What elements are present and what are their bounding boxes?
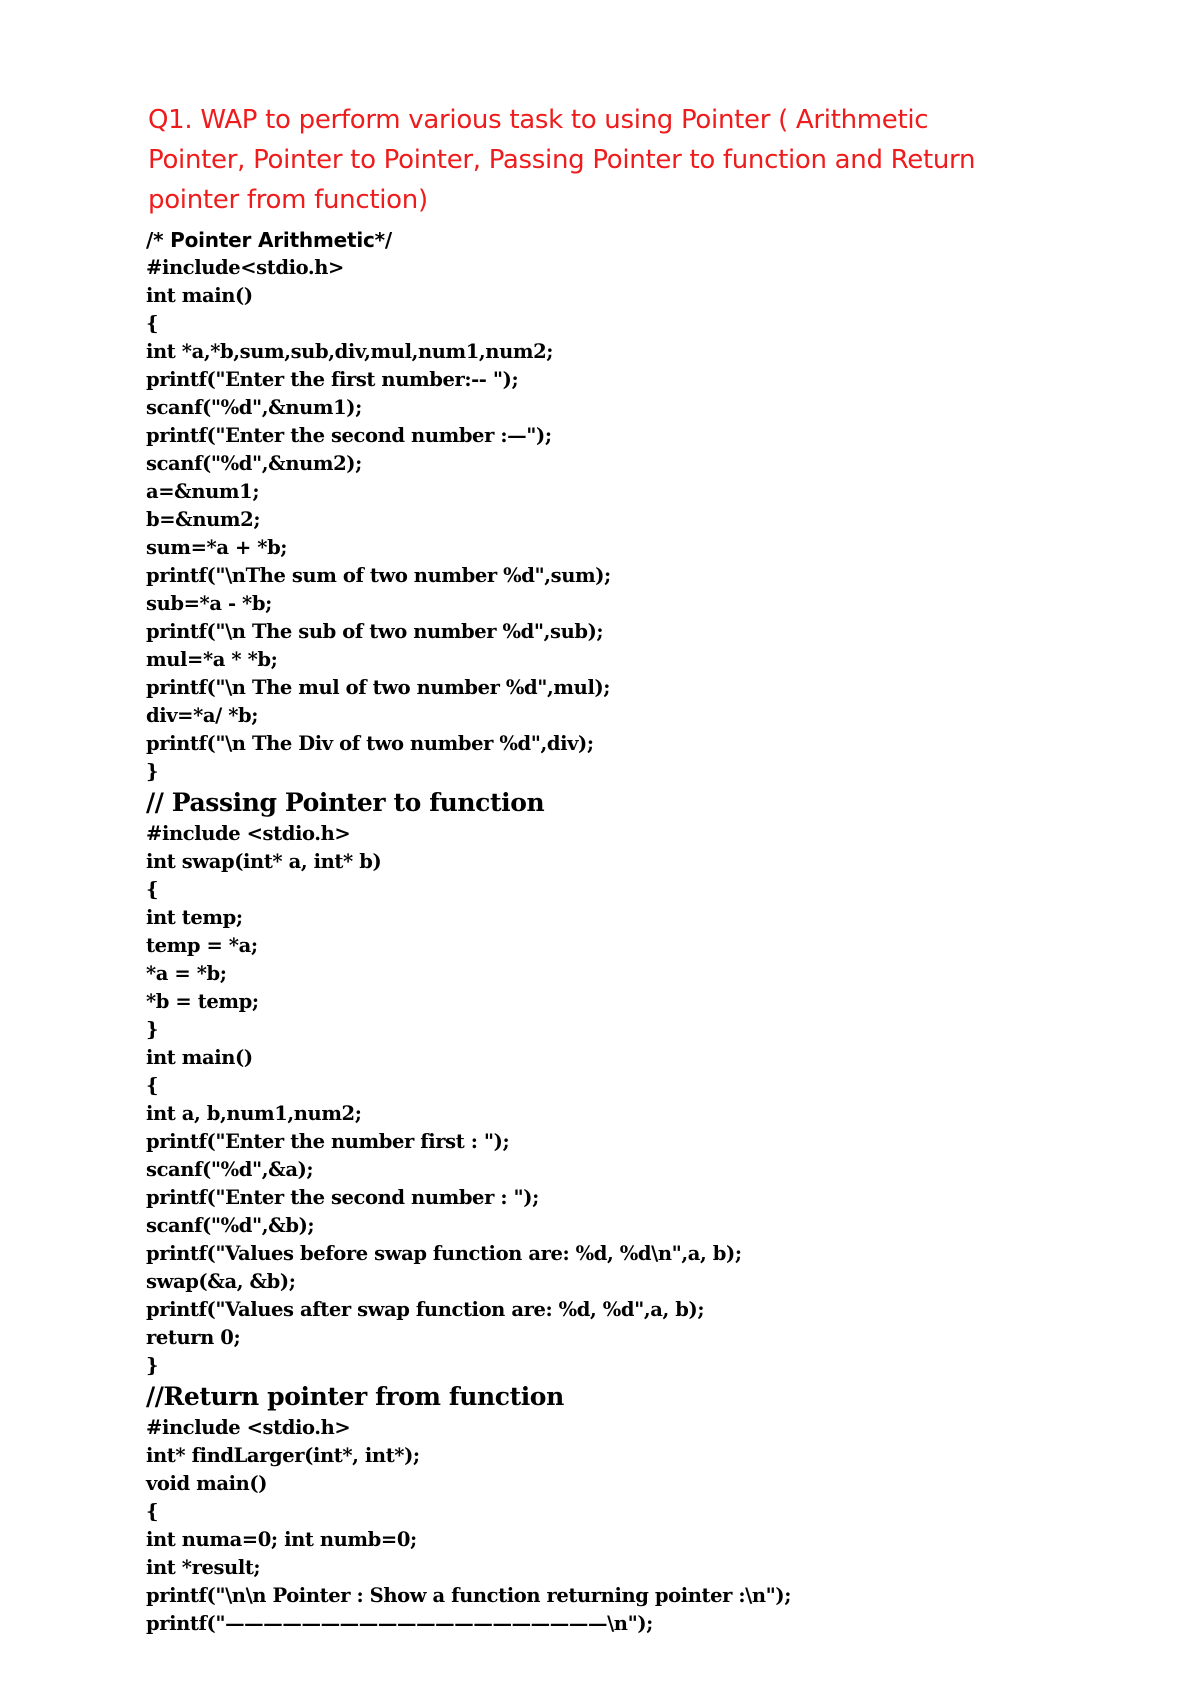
code-line: temp = *a;	[146, 934, 258, 957]
code-line: printf("————————————————————\n");	[146, 1612, 653, 1635]
code-line: int main()	[146, 284, 253, 307]
section-heading-return-pointer: //Return pointer from function	[146, 1382, 564, 1411]
code-line: sum=*a + *b;	[146, 536, 288, 559]
code-line: int swap(int* a, int* b)	[146, 850, 382, 873]
code-line: return 0;	[146, 1326, 241, 1349]
code-line: int* findLarger(int*, int*);	[146, 1444, 420, 1467]
code-line: scanf("%d",&num2);	[146, 452, 362, 475]
code-line: {	[146, 312, 159, 335]
code-line: {	[146, 1500, 159, 1523]
code-line: int *a,*b,sum,sub,div,mul,num1,num2;	[146, 340, 554, 363]
code-line: *b = temp;	[146, 990, 259, 1013]
code-line: int *result;	[146, 1556, 261, 1579]
code-line: printf("\n\n Pointer : Show a function returning pointer :\n");	[146, 1584, 792, 1607]
code-line: b=&num2;	[146, 508, 261, 531]
section-heading-passing-pointer: // Passing Pointer to function	[146, 788, 545, 817]
code-line: {	[146, 878, 159, 901]
code-line: {	[146, 1074, 159, 1097]
code-line: printf("Enter the first number:-- ");	[146, 368, 519, 391]
code-line: scanf("%d",&num1);	[146, 396, 362, 419]
code-line: scanf("%d",&b);	[146, 1214, 315, 1237]
code-line: }	[146, 1354, 159, 1377]
code-line: printf("Enter the second number : ");	[146, 1186, 539, 1209]
code-line: scanf("%d",&a);	[146, 1158, 314, 1181]
question-title	[148, 100, 1048, 220]
code-line: #include<stdio.h>	[146, 256, 344, 279]
code-line: printf("Values before swap function are: %d, %d\n",a, b);	[146, 1242, 742, 1265]
code-line: int main()	[146, 1046, 253, 1069]
code-line: }	[146, 1018, 159, 1041]
code-line: printf("Enter the number first : ");	[146, 1130, 510, 1153]
section-heading-pointer-arithmetic: /* Pointer Arithmetic*/	[146, 228, 393, 252]
code-line: a=&num1;	[146, 480, 260, 503]
question-line: Pointer, Pointer to Pointer, Passing Pointer to function and Return	[148, 145, 976, 175]
code-line: int numa=0; int numb=0;	[146, 1528, 417, 1551]
code-line: printf("\n The mul of two number %d",mul);	[146, 676, 611, 699]
question-line: pointer from function)	[148, 185, 428, 215]
code-line: void main()	[146, 1472, 268, 1495]
code-line: printf("Enter the second number :—");	[146, 424, 552, 447]
code-line: *a = *b;	[146, 962, 227, 985]
code-line: #include <stdio.h>	[146, 822, 351, 845]
code-line: sub=*a - *b;	[146, 592, 272, 615]
code-listing	[146, 226, 1096, 1638]
code-line: swap(&a, &b);	[146, 1270, 296, 1293]
code-line: printf("\nThe sum of two number %d",sum);	[146, 564, 611, 587]
code-line: }	[146, 760, 159, 783]
code-line: div=*a/ *b;	[146, 704, 259, 727]
code-line: #include <stdio.h>	[146, 1416, 351, 1439]
question-line: Q1. WAP to perform various task to using Pointer ( Arithmetic	[148, 105, 929, 135]
code-line: mul=*a * *b;	[146, 648, 278, 671]
code-line: int temp;	[146, 906, 243, 929]
code-line: printf("\n The Div of two number %d",div);	[146, 732, 594, 755]
code-line: printf("\n The sub of two number %d",sub);	[146, 620, 604, 643]
code-line: printf("Values after swap function are: %d, %d",a, b);	[146, 1298, 705, 1321]
code-line: int a, b,num1,num2;	[146, 1102, 362, 1125]
